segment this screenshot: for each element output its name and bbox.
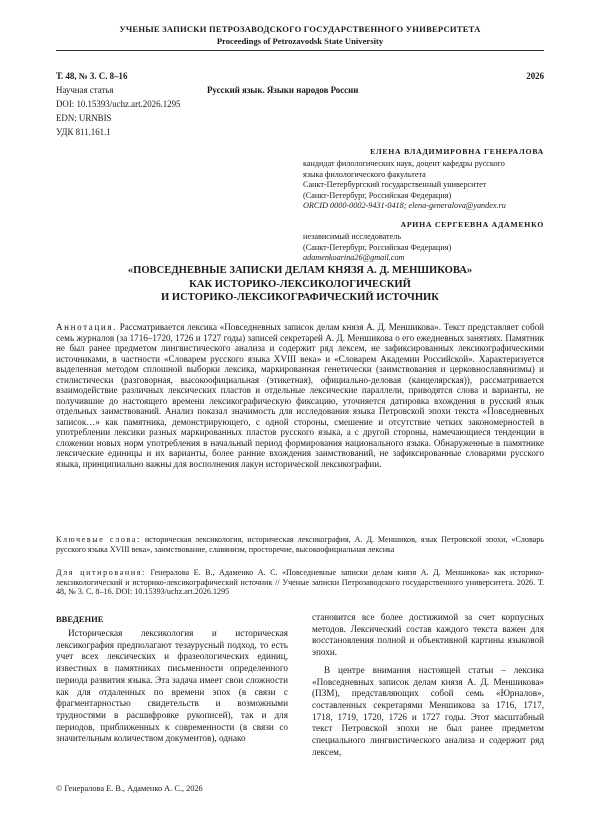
author-affiliation-2 (303, 232, 553, 264)
intro-left-column (56, 628, 288, 745)
journal-title-ru: УЧЕНЫЕ ЗАПИСКИ ПЕТРОЗАВОДСКОГО ГОСУДАРСТВЕННОГО УНИВЕРСИТЕТА (119, 24, 481, 34)
title-line-1: «ПОВСЕДНЕВНЫЕ ЗАПИСКИ ДЕЛАМ КНЯЗЯ А. Д. МЕНШИКОВА» (127, 265, 473, 276)
article-title (40, 264, 560, 305)
title-line-3: И ИСТОРИКО-ЛЕКСИКОГРАФИЧЕСКИЙ ИСТОЧНИК (161, 292, 439, 303)
copyright: © Генералова Е. В., Адаменко А. С., 2026 (56, 784, 203, 793)
intro-paragraph-2: В центре внимания настоящей статьи – лексика «Повседневных записок делам князя А. Д. Меншикова» (ПЗМ), представляющих собой семь «Юрналов», составленных секретарями Меншикова за 1716, 1717, 1718, 1719, 1720, 1726 и 1727 годы. Этот масштабный текст Петровской эпохи не был ранее предметом специального лингвистического анализа и содержит ряд лексем, (312, 664, 544, 757)
edn: EDN: URNBIS (56, 113, 112, 123)
journal-title-en: Proceedings of Petrozavodsk State University (216, 36, 384, 46)
citation-label: Для цитирования: (56, 568, 146, 577)
doi[interactable]: DOI: 10.15393/uchz.art.2026.1295 (56, 99, 181, 109)
abstract-label: Аннотация. (56, 322, 118, 332)
abstract-text: Рассматривается лексика «Повседневных записок делам князя А. Д. Меншикова». Текст представляет собой семь журналов (за 1716–1720, 1726 и 1727 годы) записей секретарей А. Д. Меншикова о его ежедневных занятиях. Памятник не был ранее предметом лингвистического анализа и содержит ряд лексем, не зафиксированных лексикографическими источниками, в частности «Словарем русского языка XVIII века» и «Словарем Академии Российской». Характеризуется выделенная методом сплошной выборки лексика, маркированная генетически (заимствования и церковнославянизмы) и стилистически (разговорная, высокоофициальная (этикетная), официально-деловая (канцелярская)), рассматривается взаимодействие различных лексических пластов и отдельные лексические параллели, приводятся слова и варианты, не получившие до настоящего времени лексикографическую фиксацию, уточняется датировка вхождения в русский язык отдельных заимствований. Анализ показал значимость для исследования языка Петровской эпохи текста «Повседневных записок…» как памятника, демонстрирующего, с одной стороны, смешение и отсутствие четких закономерностей в употреблении лексики разных маркированных пластов русского языка, а с другой стороны, намечающиеся тенденции в сложении новых норм употребления в начальный период формирования национального языка. Обнаруженные в памятнике лексические единицы и их варианты, более ранние вхождения заимствований, не зафиксированные словарями русского языка, принципиально важны для восполнения лакун исторической лексикографии. (56, 322, 544, 469)
intro-paragraph-1-cont: становится все более достижимой за счет корпусных методов. Лексический состав каждого текста важен для восстановления полной и объективной картины языковой эпохи. (312, 612, 544, 658)
author-name-1: ЕЛЕНА ВЛАДИМИРОВНА ГЕНЕРАЛОВА (370, 147, 544, 156)
abstract (56, 322, 544, 469)
udk: УДК 811.161.1 (56, 127, 111, 137)
affiliation-line: Санкт-Петербургский государственный университет (303, 180, 487, 190)
keywords-label: Ключевые слова: (56, 535, 141, 544)
title-line-2: КАК ИСТОРИКО-ЛЕКСИКОЛОГИЧЕСКИЙ (189, 278, 411, 290)
affiliation-line: языка филологического факультета (303, 169, 426, 179)
citation-text: Генералова Е. В., Адаменко А. С. «Повседневные записки делам князя А. Д. Меншикова» как историко-лексикологический и историко-лексикографический источник // Ученые записки Петрозаводского государственного университета. 2026. Т. 48, № 3. С. 8–16. DOI: 10.15393/uchz.art.2026.1295 (56, 568, 544, 596)
affiliation-line: (Санкт-Петербург, Российская Федерация) (303, 242, 452, 252)
keywords-text: историческая лексикология, историческая лексикография, А. Д. Меншиков, язык Петровской эпохи, «Словарь русского языка XVIII века», заимствование, славянизм, просторечие, высокоофициальная лексика (56, 535, 545, 554)
author-affiliation-1 (303, 159, 553, 212)
affiliation-line: (Санкт-Петербург, Российская Федерация) (303, 190, 452, 200)
citation (56, 568, 544, 597)
author-contact-2[interactable]: adamenkoarina26@gmail.com (303, 253, 405, 263)
affiliation-line: кандидат филологических наук, доцент кафедры русского (303, 159, 505, 168)
header-rule (56, 50, 544, 51)
intro-paragraph-1: Историческая лексикология и историческая лексикография предполагают тезаурусный подход, то есть учет всех лексических и фразеологических единиц, известных в памятниках письменности определенного периода развития языка. Эта задача имеет свои сложности как для отдаленных по времени эпох (в связи с фрагментарностью свидетельств и возможными трудностями в расшифровке рукописей), так и для периодов, приближенных к современности (в связи со значительным количеством документов), однако (56, 628, 288, 744)
section-name: Русский язык. Языки народов России (207, 85, 359, 95)
author-contact-1[interactable]: ORCID 0000-0002-9431-0418; elena-generalova@yandex.ru (303, 201, 506, 211)
keywords (56, 535, 544, 554)
intro-right-column (312, 612, 544, 758)
year: 2026 (526, 71, 544, 81)
volume-info: Т. 48, № 3. С. 8–16 (56, 71, 128, 81)
author-name-2: АРИНА СЕРГЕЕВНА АДАМЕНКО (400, 220, 544, 229)
article-type: Научная статья (56, 85, 114, 95)
intro-heading: ВВЕДЕНИЕ (56, 614, 104, 624)
affiliation-line: независимый исследователь (303, 232, 402, 241)
